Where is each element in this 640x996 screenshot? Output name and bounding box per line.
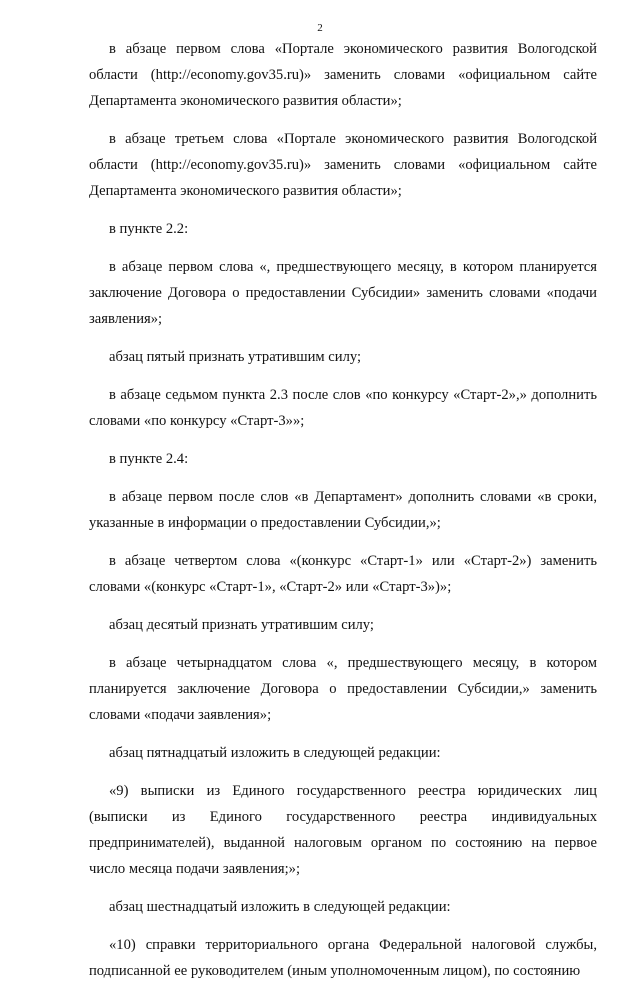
document-body [89, 36, 597, 996]
paragraph: в абзаце первом слова «, предшествующего месяцу, в котором планируется заключение Договора о предоставлении Субсидии» заменить словами «подачи заявления»; [89, 259, 597, 327]
paragraph: абзац пятнадцатый изложить в следующей редакции: [109, 745, 441, 761]
paragraph: в пункте 2.2: [109, 221, 189, 237]
paragraph: в абзаце первом слова «Портале экономического развития Вологодской области (http://economy.gov35.ru)» заменить словами «официальном сайте Департамента экономического развития области»; [89, 41, 597, 109]
paragraph: в абзаце четырнадцатом слова «, предшествующего месяцу, в котором планируется заключение Договора о предоставлении Субсидии,» заменить словами «подачи заявления»; [89, 655, 597, 723]
page-number: 2 [317, 22, 323, 34]
paragraph: абзац десятый признать утратившим силу; [109, 617, 374, 633]
paragraph: абзац пятый признать утратившим силу; [109, 349, 362, 365]
paragraph: в абзаце седьмом пункта 2.3 после слов «по конкурсу «Старт-2»,» дополнить словами «по конкурсу «Старт-3»»; [89, 387, 597, 429]
paragraph: «9) выписки из Единого государственного реестра юридических лиц (выписки из Единого государственного реестра индивидуальных предпринимателей), выданной налоговым органом по состоянию на первое число месяца подачи заявления;»; [89, 783, 597, 877]
paragraph: в абзаце четвертом слова «(конкурс «Старт-1» или «Старт-2») заменить словами «(конкурс «Старт-1», «Старт-2» или «Старт-3»)»; [89, 553, 597, 595]
paragraph: в пункте 2.4: [109, 451, 189, 467]
paragraph: «10) справки территориального органа Федеральной налоговой службы, подписанной ее руководителем (иным уполномоченным лицом), по состоянию [89, 937, 597, 979]
paragraph: в абзаце третьем слова «Портале экономического развития Вологодской области (http://economy.gov35.ru)» заменить словами «официальном сайте Департамента экономического развития области»; [89, 131, 597, 199]
paragraph: абзац шестнадцатый изложить в следующей редакции: [109, 899, 451, 915]
paragraph: в абзаце первом после слов «в Департамент» дополнить словами «в сроки, указанные в информации о предоставлении Субсидии,»; [89, 489, 597, 531]
